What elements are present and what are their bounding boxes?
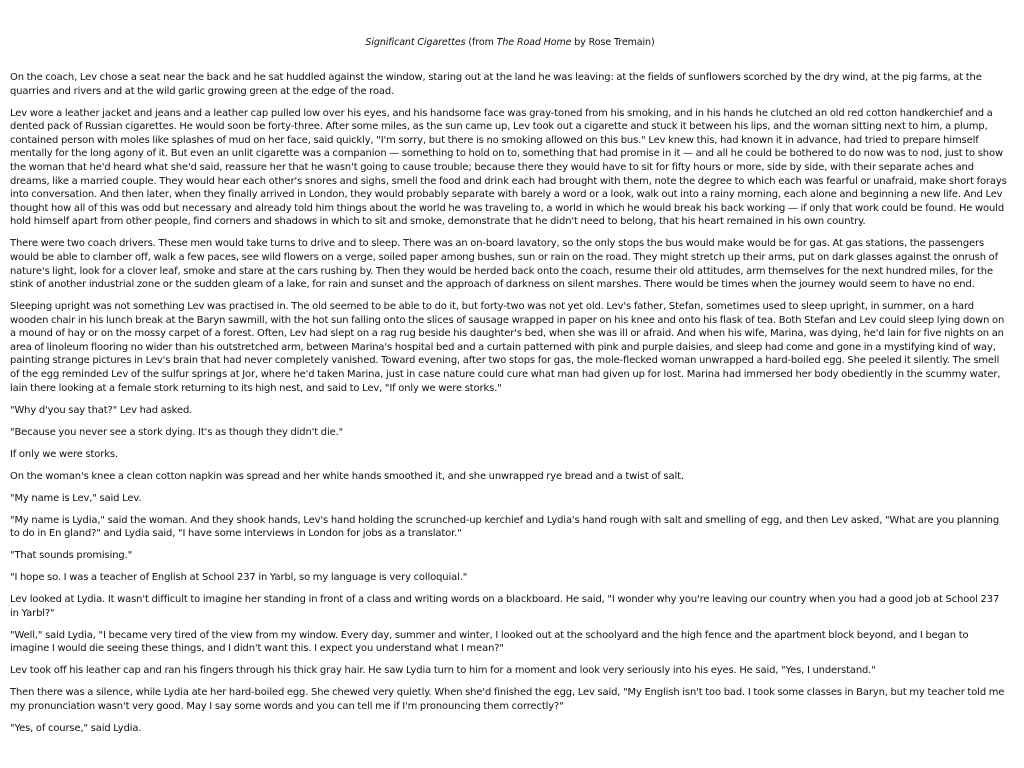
- paragraph: There were two coach drivers. These men would take turns to drive and to sleep. There was an on-board lavatory, so the only stops the bus would make would be for gas. At gas stations, the passengers would be able to clamber off, walk a few paces, see wild flowers on a verge, soiled paper among bushes, sun or rain on the road. They might stretch up their arms, put on dark glasses against the onrush of nature's light, look for a clover leaf, smoke and stare at the cars rushing by. Then they would be herded back onto the coach, resume their old attitudes, arm themselves for the next hundred miles, for the stink of another industrial zone or the sudden gleam of a lake, for rain and sunset and the approach of darkness on silent marshes. There would be times when the journey would seem to have no end.: [10, 238, 998, 291]
- paragraph: "My name is Lev," said Lev.: [10, 492, 142, 504]
- paragraph: Then there was a silence, while Lydia ate her hard-boiled egg. She chewed very quietly. When she'd finished the egg, Lev said, "My English isn't too bad. I took some classes in Baryn, but my teacher told me my pronunciation wasn't very good. May I say some words and you can tell me if I'm pronouncing them correctly?": [10, 687, 1005, 712]
- paragraph: "I hope so. I was a teacher of English at School 237 in Yarbl, so my language is very colloquial.": [10, 572, 468, 584]
- paragraph: Lev took off his leather cap and ran his fingers through his thick gray hair. He saw Lydia turn to him for a moment and look very seriously into his eyes. He said, "Yes, I understand.": [10, 665, 876, 677]
- paragraph: "Because you never see a stork dying. It's as though they didn't die.": [10, 426, 344, 438]
- paragraph: "That sounds promising.": [10, 550, 133, 562]
- paragraph: On the coach, Lev chose a seat near the back and he sat huddled against the window, staring out at the land he was leaving: at the fields of sunflowers scorched by the dry wind, at the pig farms, at the quarries and rivers and at the wild garlic growing green at the edge of the road.: [10, 72, 982, 97]
- paragraph: "Why d'you say that?" Lev had asked.: [10, 404, 193, 416]
- paragraph: Lev looked at Lydia. It wasn't difficult to imagine her standing in front of a class and writing words on a blackboard. He said, "I wonder why you're leaving our country when you had a good job at School 237 in Yarbl?": [10, 594, 1000, 619]
- book-title: The Road Home: [496, 37, 572, 48]
- story-title: Significant Cigarettes: [365, 37, 466, 48]
- paragraph: "Yes, of course," said Lydia.: [10, 722, 142, 734]
- paragraph: "My name is Lydia," said the woman. And they shook hands, Lev's hand holding the scrunched-up kerchief and Lydia's hand rough with salt and smelling of egg, and then Lev asked, "What are you planning to do in En gland?" and Lydia said, "I have some interviews in London for jobs as a translator.": [10, 514, 1000, 540]
- paragraph: If only we were storks.: [10, 448, 118, 460]
- author-credit: by Rose Tremain): [571, 37, 655, 48]
- source-prefix: (from: [465, 37, 497, 48]
- document-title: [10, 36, 1010, 49]
- paragraph: "Well," said Lydia, "I became very tired of the view from my window. Every day, summer and winter, I looked out at the schoolyard and the high fence and the apartment block beyond, and I began to imagine I would die seeing these things, and I didn't want this. I expect you understand what I mean?": [10, 629, 969, 655]
- document-body: [10, 71, 1010, 735]
- paragraph: On the woman's knee a clean cotton napkin was spread and her white hands smoothed it, and she unwrapped rye bread and a twist of salt.: [10, 470, 684, 482]
- paragraph: Lev wore a leather jacket and jeans and a leather cap pulled low over his eyes, and his handsome face was gray-toned from his smoking, and in his hands he clutched an old red cotton handkerchief and a dented pack of Russian cigarettes. He would soon be forty-three. After some miles, as the sun came up, Lev took out a cigarette and stuck it between his lips, and the woman sitting next to him, a plump, contained person with moles like splashes of mud on her face, said quickly, "I'm sorry, but there is no smoking allowed on this bus." Lev knew this, had known it in advance, had tried to prepare himself mentally for the long agony of it. But even an unlit cigarette was a companion — something to hold on to, something that had promise in it — and all he could be bothered to do now was to nod, just to show the woman that he'd heard what she'd said, reassure her that he wasn't going to cause trouble; because there they would have to sit for fifty hours or more, side by side, with their separate aches and dreams, like a married couple. They would hear each other's snores and sighs, smell the food and drink each had brought with them, note the degree to which each was fearful or unafraid, make short forays into conversation. And then later, when they finally arrived in London, they would probably separate with barely a word or a look, walk out into a rainy morning, each alone and beginning a new life. And Lev thought how all of this was odd but necessary and already told him things about the world he was traveling to, a world in which he would break his back working — if only that work could be found. He would hold himself apart from other people, find corners and shadows in which to sit and smoke, demonstrate that he didn't need to belong, that his heart remained in his own country.: [10, 107, 1007, 228]
- paragraph: Sleeping upright was not something Lev was practised in. The old seemed to be able to do it, but forty-two was not yet old. Lev's father, Stefan, sometimes used to sleep upright, in summer, on a hard wooden chair in his lunch break at the Baryn sawmill, with the hot sun falling onto the slices of sausage wrapped in paper on his knee and onto his flask of tea. Both Stefan and Lev could sleep lying down on a mound of hay or on the mossy carpet of a forest. Often, Lev had slept on a rag rug beside his daughter's bed, when she was ill or afraid. And when his wife, Marina, was dying, he'd lain for five nights on an area of linoleum flooring no wider than his outstretched arm, between Marina's hospital bed and a curtain patterned with pink and purple daisies, and sleep had come and gone in a mystifying kind of way, painting strange pictures in Lev's brain that had never completely vanished. Toward evening, after two stops for gas, the mole-flecked woman unwrapped a hard-boiled egg. She peeled it silently. The smell of the egg reminded Lev of the sulfur springs at Jor, where he'd taken Marina, just in case nature could cure what man had given up for lost. Marina had immersed her body obediently in the scummy water, lain there looking at a female stork returning to its high nest, and said to Lev, "If only we were storks.": [10, 301, 1005, 394]
